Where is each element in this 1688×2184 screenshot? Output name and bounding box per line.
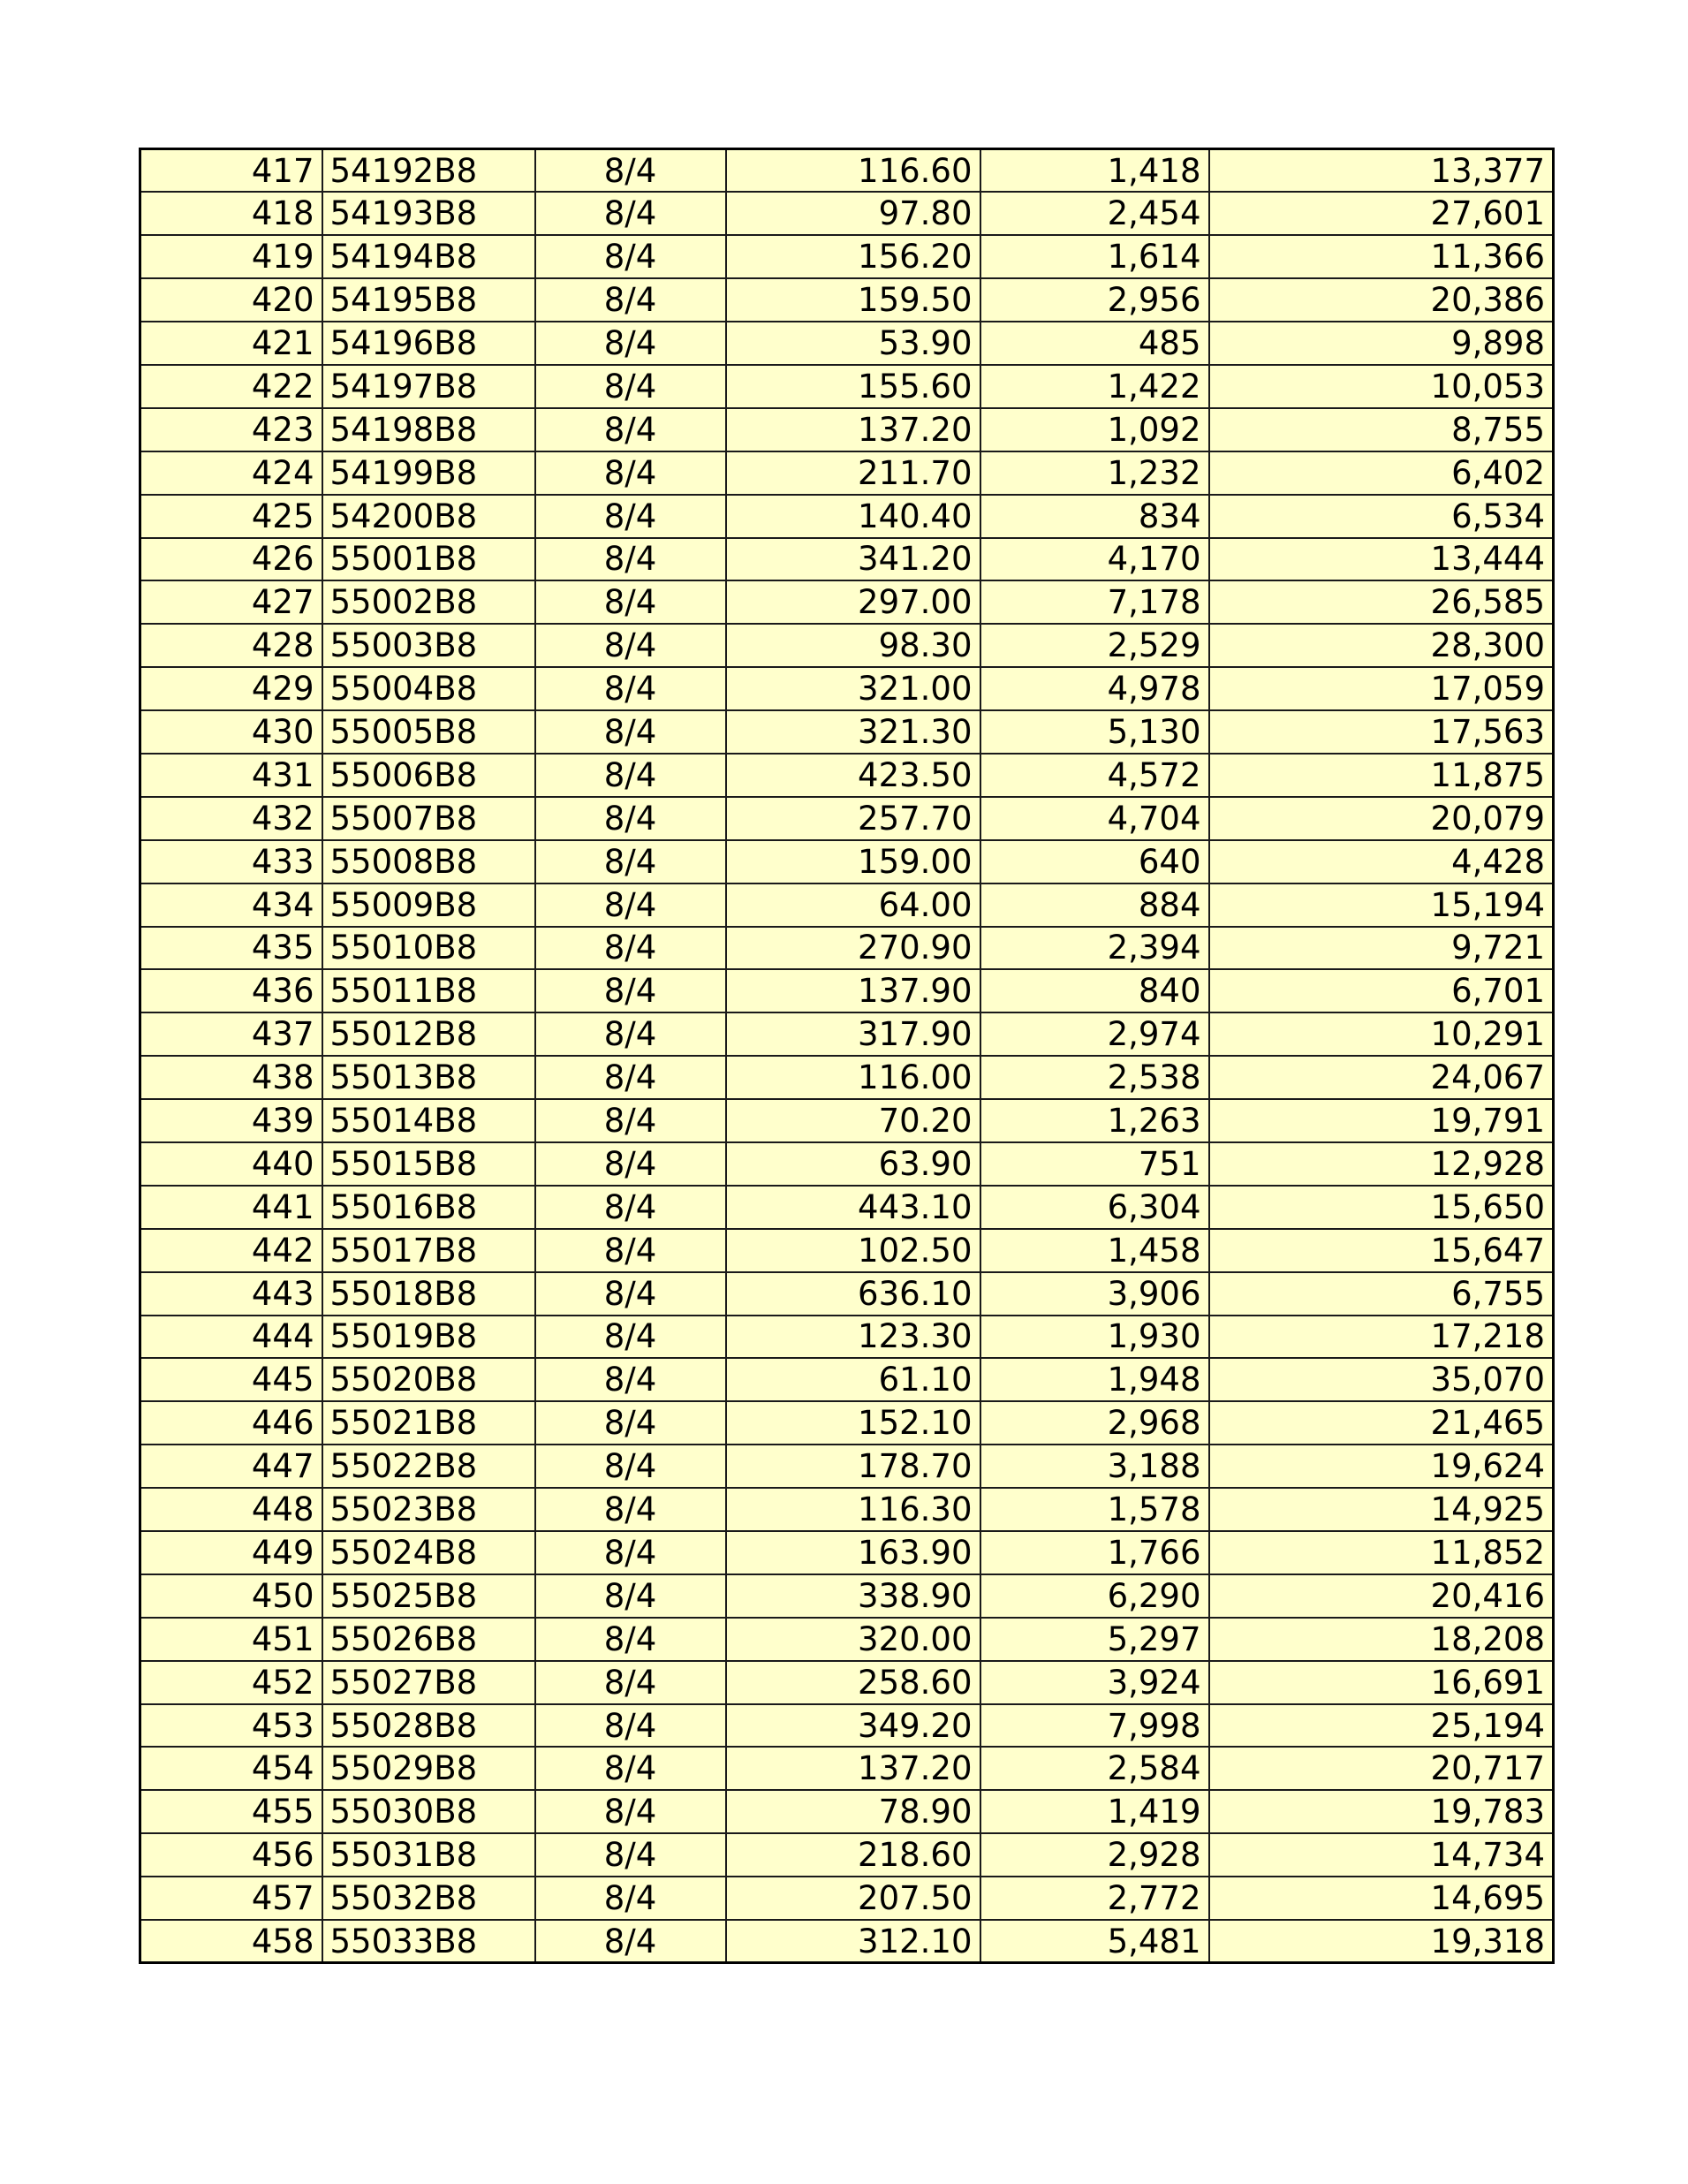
volume-cell: 137.90 [726,969,980,1012]
row-number-cell: 433 [140,840,322,883]
volume-cell: 116.60 [726,149,980,193]
total-cell: 13,444 [1209,538,1554,581]
total-cell: 19,624 [1209,1445,1554,1488]
count-cell: 1,422 [980,365,1209,408]
total-cell: 20,717 [1209,1747,1554,1790]
total-cell: 27,601 [1209,192,1554,235]
row-number-cell: 453 [140,1704,322,1748]
volume-cell: 140.40 [726,495,980,538]
count-cell: 3,924 [980,1661,1209,1704]
volume-cell: 349.20 [726,1704,980,1748]
volume-cell: 207.50 [726,1877,980,1920]
count-cell: 1,232 [980,451,1209,495]
row-number-cell: 449 [140,1531,322,1574]
table-row [140,1358,1554,1401]
table-row [140,1618,1554,1661]
volume-cell: 338.90 [726,1574,980,1618]
grade-cell: 8/4 [535,149,726,193]
item-code-cell: 55004B8 [322,667,535,710]
item-code-cell: 54196B8 [322,322,535,365]
total-cell: 6,755 [1209,1272,1554,1316]
row-number-cell: 434 [140,883,322,927]
item-code-cell: 55012B8 [322,1012,535,1056]
grade-cell: 8/4 [535,235,726,278]
total-cell: 10,291 [1209,1012,1554,1056]
table-row [140,1790,1554,1833]
total-cell: 14,734 [1209,1833,1554,1877]
item-code-cell: 55016B8 [322,1186,535,1229]
item-code-cell: 55002B8 [322,580,535,624]
total-cell: 16,691 [1209,1661,1554,1704]
table-row [140,1747,1554,1790]
grade-cell: 8/4 [535,451,726,495]
volume-cell: 123.30 [726,1316,980,1359]
row-number-cell: 447 [140,1445,322,1488]
item-code-cell: 55026B8 [322,1618,535,1661]
grade-cell: 8/4 [535,1488,726,1531]
row-number-cell: 429 [140,667,322,710]
table-row [140,1229,1554,1272]
item-code-cell: 54198B8 [322,408,535,451]
grade-cell: 8/4 [535,495,726,538]
item-code-cell: 54200B8 [322,495,535,538]
row-number-cell: 419 [140,235,322,278]
row-number-cell: 451 [140,1618,322,1661]
table-row [140,1877,1554,1920]
table-row [140,1488,1554,1531]
item-code-cell: 55018B8 [322,1272,535,1316]
total-cell: 11,875 [1209,754,1554,797]
row-number-cell: 417 [140,149,322,193]
volume-cell: 163.90 [726,1531,980,1574]
table-row [140,883,1554,927]
row-number-cell: 454 [140,1747,322,1790]
grade-cell: 8/4 [535,1704,726,1748]
table-row [140,192,1554,235]
item-code-cell: 54197B8 [322,365,535,408]
grade-cell: 8/4 [535,667,726,710]
total-cell: 15,647 [1209,1229,1554,1272]
table-row [140,235,1554,278]
item-code-cell: 55003B8 [322,624,535,667]
total-cell: 13,377 [1209,149,1554,193]
item-code-cell: 55005B8 [322,710,535,754]
table-row [140,927,1554,970]
count-cell: 4,170 [980,538,1209,581]
volume-cell: 159.00 [726,840,980,883]
table-row [140,451,1554,495]
item-code-cell: 55029B8 [322,1747,535,1790]
table-row [140,365,1554,408]
total-cell: 4,428 [1209,840,1554,883]
count-cell: 834 [980,495,1209,538]
total-cell: 15,650 [1209,1186,1554,1229]
grade-cell: 8/4 [535,1186,726,1229]
volume-cell: 116.00 [726,1056,980,1099]
volume-cell: 211.70 [726,451,980,495]
table-row [140,1316,1554,1359]
table-row [140,1142,1554,1186]
item-code-cell: 54194B8 [322,235,535,278]
table-row [140,667,1554,710]
total-cell: 17,563 [1209,710,1554,754]
grade-cell: 8/4 [535,408,726,451]
row-number-cell: 426 [140,538,322,581]
count-cell: 1,419 [980,1790,1209,1833]
total-cell: 12,928 [1209,1142,1554,1186]
item-code-cell: 55013B8 [322,1056,535,1099]
total-cell: 9,898 [1209,322,1554,365]
row-number-cell: 446 [140,1401,322,1445]
table-row [140,1920,1554,1963]
count-cell: 1,458 [980,1229,1209,1272]
volume-cell: 297.00 [726,580,980,624]
count-cell: 1,418 [980,149,1209,193]
item-code-cell: 55023B8 [322,1488,535,1531]
volume-cell: 258.60 [726,1661,980,1704]
row-number-cell: 421 [140,322,322,365]
volume-cell: 257.70 [726,797,980,840]
row-number-cell: 423 [140,408,322,451]
row-number-cell: 455 [140,1790,322,1833]
volume-cell: 321.30 [726,710,980,754]
volume-cell: 636.10 [726,1272,980,1316]
table-row [140,840,1554,883]
row-number-cell: 436 [140,969,322,1012]
table-row [140,1445,1554,1488]
count-cell: 6,290 [980,1574,1209,1618]
row-number-cell: 439 [140,1099,322,1142]
count-cell: 485 [980,322,1209,365]
volume-cell: 178.70 [726,1445,980,1488]
volume-cell: 320.00 [726,1618,980,1661]
grade-cell: 8/4 [535,1012,726,1056]
table-row [140,969,1554,1012]
count-cell: 6,304 [980,1186,1209,1229]
volume-cell: 156.20 [726,235,980,278]
table-row [140,408,1554,451]
grade-cell: 8/4 [535,754,726,797]
table-row [140,1186,1554,1229]
count-cell: 2,772 [980,1877,1209,1920]
total-cell: 35,070 [1209,1358,1554,1401]
total-cell: 6,402 [1209,451,1554,495]
grade-cell: 8/4 [535,192,726,235]
table-row [140,1099,1554,1142]
table-row [140,1531,1554,1574]
total-cell: 19,318 [1209,1920,1554,1963]
count-cell: 3,188 [980,1445,1209,1488]
count-cell: 7,178 [980,580,1209,624]
volume-cell: 137.20 [726,408,980,451]
total-cell: 19,783 [1209,1790,1554,1833]
grade-cell: 8/4 [535,1574,726,1618]
row-number-cell: 457 [140,1877,322,1920]
count-cell: 1,263 [980,1099,1209,1142]
table-row [140,754,1554,797]
table-row [140,322,1554,365]
count-cell: 2,538 [980,1056,1209,1099]
grade-cell: 8/4 [535,278,726,322]
count-cell: 1,766 [980,1531,1209,1574]
count-cell: 2,394 [980,927,1209,970]
table-row [140,278,1554,322]
row-number-cell: 435 [140,927,322,970]
grade-cell: 8/4 [535,883,726,927]
count-cell: 1,948 [980,1358,1209,1401]
total-cell: 11,366 [1209,235,1554,278]
count-cell: 840 [980,969,1209,1012]
total-cell: 10,053 [1209,365,1554,408]
item-code-cell: 55015B8 [322,1142,535,1186]
total-cell: 6,701 [1209,969,1554,1012]
table-row [140,1833,1554,1877]
count-cell: 2,584 [980,1747,1209,1790]
total-cell: 28,300 [1209,624,1554,667]
grade-cell: 8/4 [535,1618,726,1661]
table-row [140,797,1554,840]
grade-cell: 8/4 [535,1833,726,1877]
total-cell: 14,695 [1209,1877,1554,1920]
count-cell: 7,998 [980,1704,1209,1748]
total-cell: 21,465 [1209,1401,1554,1445]
item-code-cell: 55025B8 [322,1574,535,1618]
row-number-cell: 456 [140,1833,322,1877]
table-row [140,1574,1554,1618]
row-number-cell: 424 [140,451,322,495]
grade-cell: 8/4 [535,1142,726,1186]
item-code-cell: 55031B8 [322,1833,535,1877]
row-number-cell: 458 [140,1920,322,1963]
volume-cell: 312.10 [726,1920,980,1963]
total-cell: 20,079 [1209,797,1554,840]
table-body [140,149,1554,1963]
count-cell: 884 [980,883,1209,927]
grade-cell: 8/4 [535,1401,726,1445]
grade-cell: 8/4 [535,1661,726,1704]
grade-cell: 8/4 [535,322,726,365]
row-number-cell: 428 [140,624,322,667]
volume-cell: 64.00 [726,883,980,927]
total-cell: 20,416 [1209,1574,1554,1618]
count-cell: 1,578 [980,1488,1209,1531]
count-cell: 2,974 [980,1012,1209,1056]
count-cell: 2,928 [980,1833,1209,1877]
grade-cell: 8/4 [535,797,726,840]
count-cell: 4,572 [980,754,1209,797]
volume-cell: 102.50 [726,1229,980,1272]
count-cell: 5,481 [980,1920,1209,1963]
row-number-cell: 441 [140,1186,322,1229]
row-number-cell: 425 [140,495,322,538]
item-code-cell: 55022B8 [322,1445,535,1488]
count-cell: 5,130 [980,710,1209,754]
grade-cell: 8/4 [535,1056,726,1099]
row-number-cell: 440 [140,1142,322,1186]
item-code-cell: 55017B8 [322,1229,535,1272]
item-code-cell: 55019B8 [322,1316,535,1359]
volume-cell: 443.10 [726,1186,980,1229]
item-code-cell: 55033B8 [322,1920,535,1963]
grade-cell: 8/4 [535,840,726,883]
table-row [140,1401,1554,1445]
row-number-cell: 444 [140,1316,322,1359]
table-row [140,1704,1554,1748]
item-code-cell: 55021B8 [322,1401,535,1445]
count-cell: 2,454 [980,192,1209,235]
grade-cell: 8/4 [535,1531,726,1574]
count-cell: 4,978 [980,667,1209,710]
volume-cell: 53.90 [726,322,980,365]
volume-cell: 159.50 [726,278,980,322]
total-cell: 25,194 [1209,1704,1554,1748]
table-row [140,580,1554,624]
item-code-cell: 55006B8 [322,754,535,797]
data-table [139,148,1555,1964]
item-code-cell: 55007B8 [322,797,535,840]
row-number-cell: 448 [140,1488,322,1531]
total-cell: 24,067 [1209,1056,1554,1099]
row-number-cell: 430 [140,710,322,754]
item-code-cell: 54193B8 [322,192,535,235]
grade-cell: 8/4 [535,538,726,581]
item-code-cell: 54192B8 [322,149,535,193]
table-row [140,1056,1554,1099]
item-code-cell: 55010B8 [322,927,535,970]
row-number-cell: 420 [140,278,322,322]
volume-cell: 423.50 [726,754,980,797]
table-row [140,624,1554,667]
table-row [140,1012,1554,1056]
item-code-cell: 55009B8 [322,883,535,927]
grade-cell: 8/4 [535,1747,726,1790]
item-code-cell: 55032B8 [322,1877,535,1920]
count-cell: 1,930 [980,1316,1209,1359]
total-cell: 14,925 [1209,1488,1554,1531]
total-cell: 18,208 [1209,1618,1554,1661]
row-number-cell: 445 [140,1358,322,1401]
row-number-cell: 438 [140,1056,322,1099]
volume-cell: 317.90 [726,1012,980,1056]
grade-cell: 8/4 [535,710,726,754]
row-number-cell: 437 [140,1012,322,1056]
item-code-cell: 55030B8 [322,1790,535,1833]
table-row [140,495,1554,538]
volume-cell: 321.00 [726,667,980,710]
row-number-cell: 442 [140,1229,322,1272]
count-cell: 2,968 [980,1401,1209,1445]
count-cell: 1,092 [980,408,1209,451]
count-cell: 640 [980,840,1209,883]
row-number-cell: 432 [140,797,322,840]
grade-cell: 8/4 [535,624,726,667]
volume-cell: 218.60 [726,1833,980,1877]
grade-cell: 8/4 [535,1229,726,1272]
item-code-cell: 55020B8 [322,1358,535,1401]
item-code-cell: 55028B8 [322,1704,535,1748]
volume-cell: 63.90 [726,1142,980,1186]
grade-cell: 8/4 [535,1877,726,1920]
grade-cell: 8/4 [535,1099,726,1142]
volume-cell: 341.20 [726,538,980,581]
grade-cell: 8/4 [535,365,726,408]
grade-cell: 8/4 [535,1316,726,1359]
grade-cell: 8/4 [535,1920,726,1963]
volume-cell: 70.20 [726,1099,980,1142]
row-number-cell: 422 [140,365,322,408]
item-code-cell: 55024B8 [322,1531,535,1574]
volume-cell: 61.10 [726,1358,980,1401]
item-code-cell: 55011B8 [322,969,535,1012]
table-row [140,538,1554,581]
row-number-cell: 452 [140,1661,322,1704]
grade-cell: 8/4 [535,1272,726,1316]
count-cell: 4,704 [980,797,1209,840]
item-code-cell: 55014B8 [322,1099,535,1142]
count-cell: 3,906 [980,1272,1209,1316]
item-code-cell: 55001B8 [322,538,535,581]
volume-cell: 78.90 [726,1790,980,1833]
volume-cell: 116.30 [726,1488,980,1531]
count-cell: 2,529 [980,624,1209,667]
count-cell: 2,956 [980,278,1209,322]
grade-cell: 8/4 [535,1445,726,1488]
total-cell: 20,386 [1209,278,1554,322]
total-cell: 8,755 [1209,408,1554,451]
total-cell: 11,852 [1209,1531,1554,1574]
table-row [140,1661,1554,1704]
total-cell: 6,534 [1209,495,1554,538]
row-number-cell: 443 [140,1272,322,1316]
total-cell: 15,194 [1209,883,1554,927]
table-row [140,149,1554,193]
table-row [140,710,1554,754]
grade-cell: 8/4 [535,1790,726,1833]
item-code-cell: 54199B8 [322,451,535,495]
grade-cell: 8/4 [535,1358,726,1401]
volume-cell: 270.90 [726,927,980,970]
count-cell: 1,614 [980,235,1209,278]
table-row [140,1272,1554,1316]
count-cell: 751 [980,1142,1209,1186]
row-number-cell: 427 [140,580,322,624]
volume-cell: 137.20 [726,1747,980,1790]
total-cell: 19,791 [1209,1099,1554,1142]
grade-cell: 8/4 [535,969,726,1012]
count-cell: 5,297 [980,1618,1209,1661]
total-cell: 17,218 [1209,1316,1554,1359]
volume-cell: 155.60 [726,365,980,408]
row-number-cell: 431 [140,754,322,797]
item-code-cell: 55027B8 [322,1661,535,1704]
total-cell: 9,721 [1209,927,1554,970]
row-number-cell: 418 [140,192,322,235]
item-code-cell: 54195B8 [322,278,535,322]
volume-cell: 97.80 [726,192,980,235]
volume-cell: 152.10 [726,1401,980,1445]
total-cell: 17,059 [1209,667,1554,710]
volume-cell: 98.30 [726,624,980,667]
grade-cell: 8/4 [535,927,726,970]
grade-cell: 8/4 [535,580,726,624]
row-number-cell: 450 [140,1574,322,1618]
item-code-cell: 55008B8 [322,840,535,883]
total-cell: 26,585 [1209,580,1554,624]
